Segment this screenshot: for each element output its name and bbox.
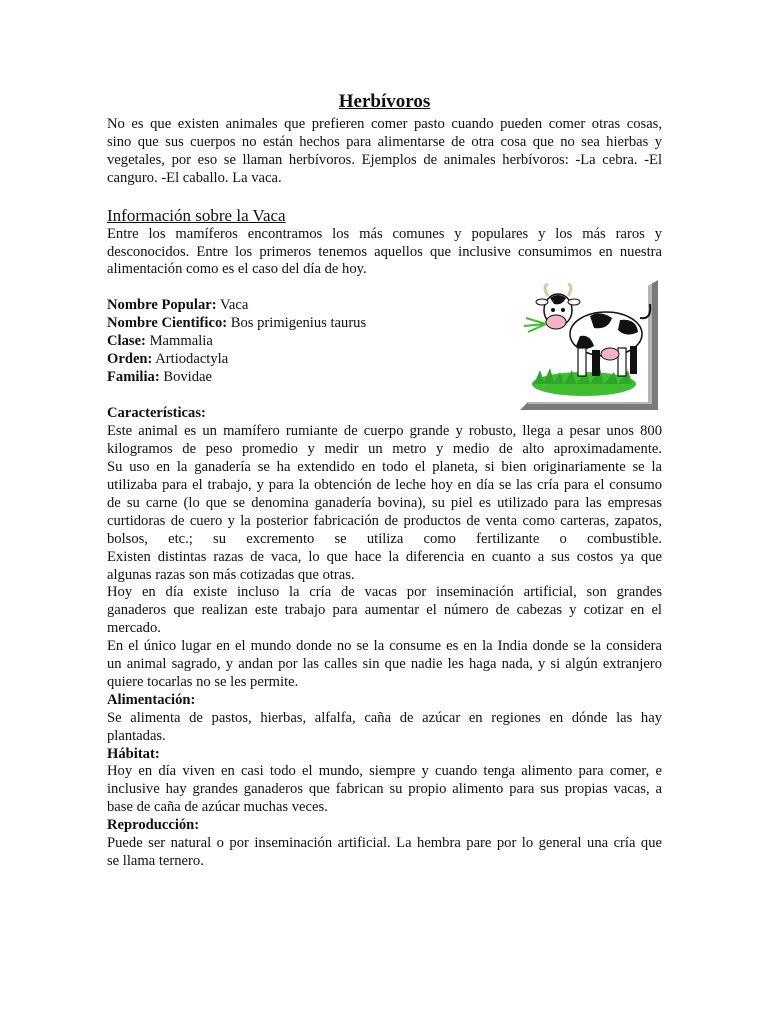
intro-line: canguro. -El caballo. La vaca. (107, 169, 282, 186)
document-page (107, 90, 662, 871)
cow-eye (561, 308, 565, 312)
intro-paragraph (107, 116, 662, 188)
breeding-line: Hoy en día existe incluso la cría de vacas por inseminación artificial, son grandes (107, 584, 662, 601)
habitat-line: base de caña de azúcar muchas veces. (107, 799, 328, 816)
characteristics-line: kilogramos de peso promedio y medir un metro y medio de alto aproximadamente. (107, 441, 662, 458)
intro-line: No es que existen animales que prefieren comer pasto cuando pueden comer otras cosas, (107, 116, 662, 132)
fact-label: Nombre Popular: (107, 297, 217, 314)
characteristics-line: Existen distintas razas de vaca, lo que hace la diferencia en cuanto a sus costos ya que (107, 548, 662, 565)
fact-value: Bos primigenius taurus (227, 315, 367, 332)
fact-label: Familia: (107, 368, 160, 385)
reproduction-line: Puede ser natural o por inseminación artificial. La hembra pare por lo general una cría que (107, 835, 662, 852)
fact-label: Nombre Cientifico: (107, 315, 228, 332)
cow-ear (536, 299, 548, 305)
cow-illustration-icon (520, 280, 662, 412)
cow-horn (568, 284, 571, 296)
characteristics-line: de su carne (lo que se denomina ganadería bovina), su piel es utilizado para las empresas (107, 494, 662, 511)
habitat-line: inclusive hay grandes ganaderos que fabrican su propio alimento para sus propias vacas, a (107, 781, 662, 798)
india-line: quiere tocarlas no se les permite. (107, 673, 299, 690)
characteristics-section (107, 405, 662, 692)
reproduction-heading: Reproducción: (107, 817, 200, 834)
india-line: En el único lugar en el mundo donde no se la consume es en la India donde se la considera (107, 638, 662, 655)
breeding-line: mercado. (107, 620, 161, 637)
reproduction-line: se llama ternero. (107, 853, 204, 869)
habitat-section (107, 746, 662, 818)
cow-illustration-svg (520, 280, 662, 412)
cow-leg (592, 350, 600, 376)
fact-label: Orden: (107, 351, 153, 368)
section-intro-line: alimentación como es el caso del día de hoy. (107, 261, 367, 278)
characteristics-line: utilizaba para el trabajo, y para la obtención de leche hoy en día se las cría para el consumo (107, 476, 662, 493)
cow-ear (568, 299, 580, 305)
section-heading: Información sobre la Vaca (107, 205, 286, 225)
characteristics-line: curtidoras de cuero y la posterior fabricación de productos de venta como carteras, zapatos, (107, 512, 662, 529)
section-intro-line: Entre los mamíferos encontramos los más comunes y populares y los más raros y (107, 225, 662, 242)
cow-muzzle (546, 315, 566, 329)
feeding-line: plantadas. (107, 727, 166, 744)
cow-leg (578, 348, 586, 376)
characteristics-line: bolsos, etc.; su excremento se utiliza como fertilizante o combustible. (107, 530, 662, 547)
section-intro-line: desconocidos. Entre los primeros tenemos aquellos que inclusive consumimos en nuestra (107, 243, 662, 260)
habitat-line: Hoy en día viven en casi todo el mundo, siempre y cuando tenga alimento para comer, e (107, 763, 662, 780)
feeding-section (107, 692, 662, 746)
fact-value: Mammalia (145, 333, 213, 350)
india-line: un animal sagrado, y andan por las calles sin que nadie les haga nada, y si algún extranjero (107, 656, 662, 673)
grass-in-mouth (524, 318, 546, 332)
fact-value: Vaca (216, 297, 249, 314)
characteristics-line: Su uso en la ganadería se ha extendido en todo el planeta, si bien originariamente se la (107, 459, 662, 476)
intro-line: vegetales, por eso se llaman herbívoros. Ejemplos de animales herbívoros: -La cebra. -El (107, 151, 662, 168)
intro-line: sino que sus cuerpos no están hechos para alimentarse de otra cosa que no sea hierbas y (107, 133, 662, 150)
characteristics-heading: Características: (107, 405, 206, 422)
section-intro (107, 226, 662, 280)
habitat-heading: Hábitat: (107, 745, 160, 762)
feeding-line: Se alimenta de pastos, hierbas, alfalfa, caña de azúcar en regiones en dónde las hay (107, 709, 662, 726)
cow-leg (630, 346, 637, 374)
characteristics-line: algunas razas son más cotizadas que otras. (107, 566, 355, 583)
cow-eye (551, 308, 555, 312)
fact-value: Bovidae (159, 368, 212, 385)
cow-leg (618, 348, 626, 376)
reproduction-section (107, 817, 662, 871)
fact-label: Clase: (107, 333, 146, 350)
page-title: Herbívoros (338, 91, 431, 112)
cow-horn (545, 284, 548, 296)
fact-value: Artiodactyla (152, 351, 229, 368)
cow-udder (601, 348, 619, 360)
feeding-heading: Alimentación: (107, 691, 196, 708)
breeding-line: ganaderos que realizan este trabajo para aumentar el número de cabezas y cotizar en el (107, 602, 662, 619)
characteristics-line: Este animal es un mamífero rumiante de cuerpo grande y robusto, llega a pesar unos 800 (107, 423, 662, 440)
